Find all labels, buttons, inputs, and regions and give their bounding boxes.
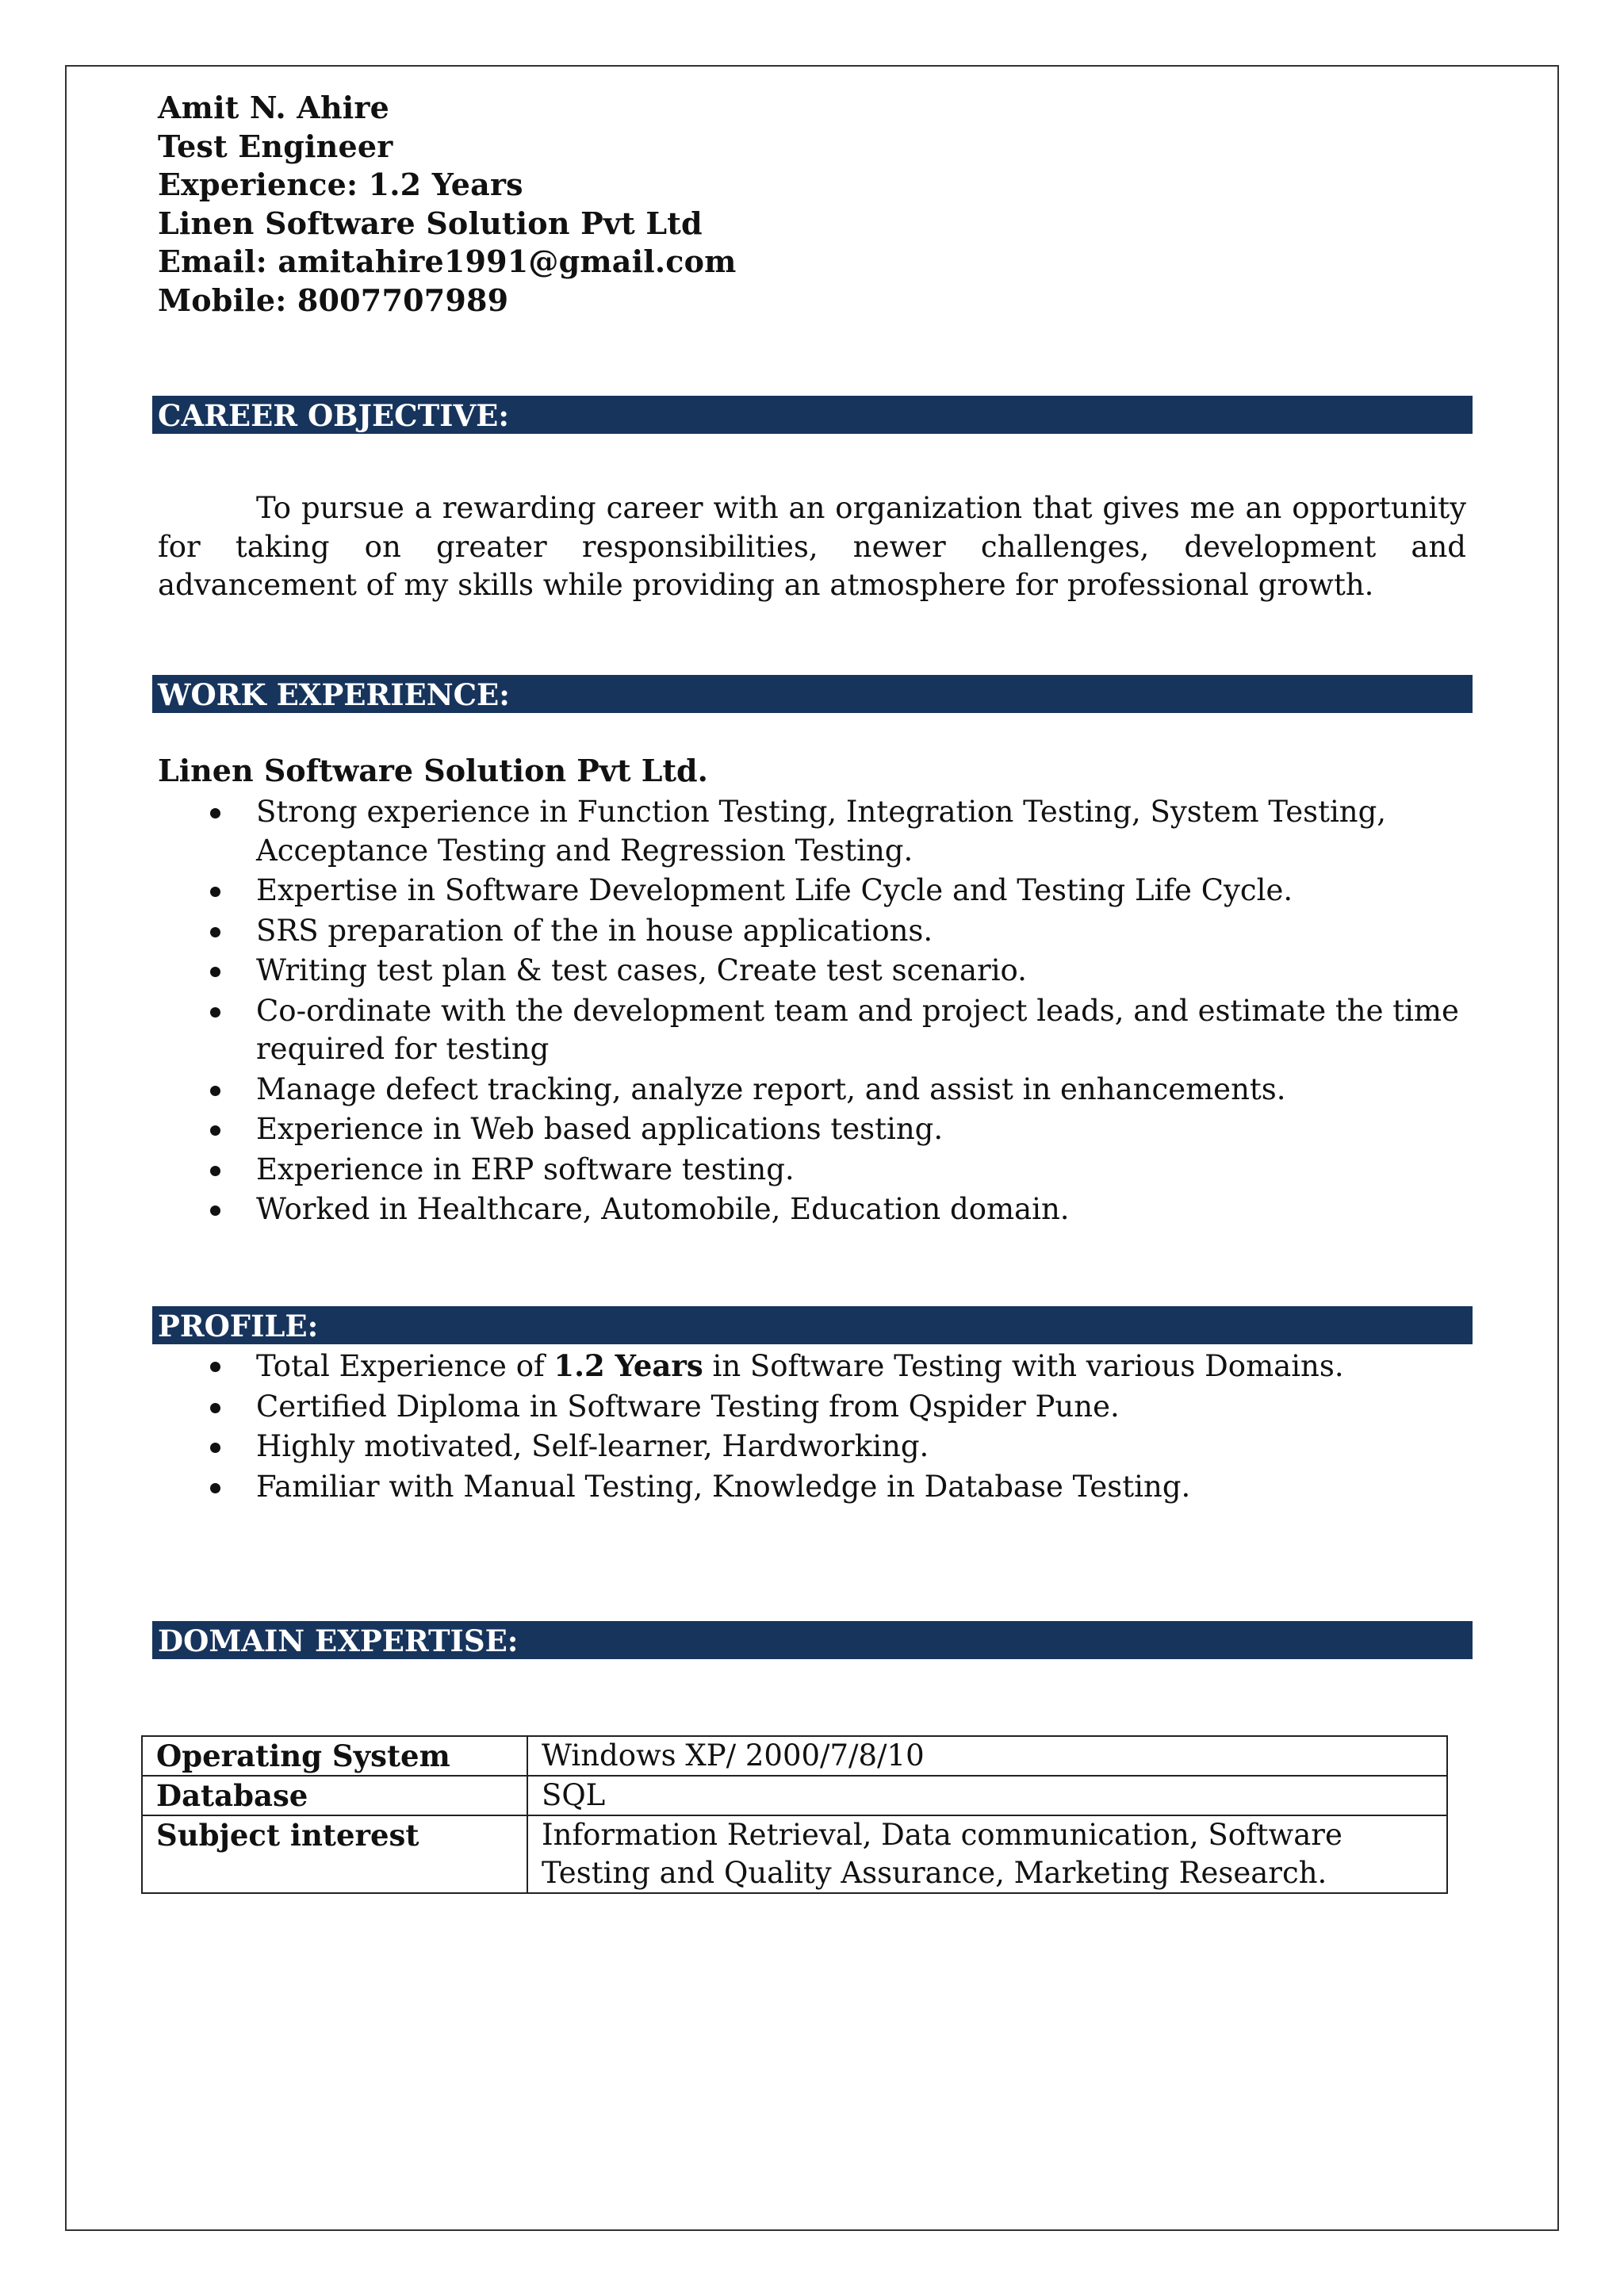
bullet-icon [210, 1205, 220, 1216]
list-item: Experience in Web based applications testing. [158, 1110, 1466, 1149]
list-item: Experience in ERP software testing. [158, 1151, 1466, 1190]
candidate-name: Amit N. Ahire [158, 90, 390, 125]
table-row [142, 1776, 1447, 1815]
list-item: Highly motivated, Self-learner, Hardworking. [158, 1428, 1466, 1466]
work-company-name: Linen Software Solution Pvt Ltd. [158, 753, 708, 788]
resume-header [158, 89, 1466, 320]
table-cell-value: SQL [527, 1776, 1447, 1815]
list-item: Co-ordinate with the development team and project leads, and estimate the time required for testing [158, 992, 1466, 1069]
list-item: Writing test plan & test cases, Create test scenario. [158, 952, 1466, 991]
table-cell-value: Information Retrieval, Data communication, Software Testing and Quality Assurance, Marketing Research. [527, 1815, 1447, 1893]
career-objective-text: To pursue a rewarding career with an organization that gives me an opportunity for taking on greater responsibilities, newer challenges, development and advancement of my skills while providing an atmosphere for professional growth. [158, 491, 1466, 602]
bullet-icon [210, 1362, 220, 1372]
work-experience-heading: WORK EXPERIENCE: [152, 675, 1473, 713]
bullet-icon [210, 887, 220, 897]
list-item: Strong experience in Function Testing, Integration Testing, System Testing, Acceptance Testing and Regression Testing. [158, 793, 1466, 870]
profile-list [158, 1347, 1466, 1508]
bullet-icon [210, 808, 220, 818]
designation: Test Engineer [158, 128, 393, 164]
experience-years-highlight: 1.2 Years [553, 1348, 703, 1383]
domain-expertise-heading: DOMAIN EXPERTISE: [152, 1621, 1473, 1659]
company-line: Linen Software Solution Pvt Ltd [158, 205, 703, 241]
list-item: SRS preparation of the in house applications. [158, 912, 1466, 951]
email-line: Email: amitahire1991@gmail.com [158, 243, 737, 279]
career-objective-heading: CAREER OBJECTIVE: [152, 396, 1473, 434]
bullet-icon [210, 967, 220, 977]
list-item: Expertise in Software Development Life Cycle and Testing Life Cycle. [158, 872, 1466, 910]
bullet-icon [210, 927, 220, 937]
work-experience-list [158, 793, 1466, 1231]
bullet-icon [210, 1403, 220, 1413]
table-cell-value: Windows XP/ 2000/7/8/10 [527, 1736, 1447, 1776]
mobile-line: Mobile: 8007707989 [158, 282, 509, 318]
list-item: Familiar with Manual Testing, Knowledge in Database Testing. [158, 1468, 1466, 1507]
table-cell-label: Subject interest [142, 1815, 527, 1893]
bullet-icon [210, 1125, 220, 1136]
table-row [142, 1736, 1447, 1776]
list-item: Worked in Healthcare, Automobile, Education domain. [158, 1190, 1466, 1229]
domain-expertise-table [141, 1735, 1448, 1894]
list-item: Certified Diploma in Software Testing from Qspider Pune. [158, 1388, 1466, 1427]
experience-line: Experience: 1.2 Years [158, 167, 523, 202]
bullet-icon [210, 1443, 220, 1453]
table-cell-label: Database [142, 1776, 527, 1815]
list-item: Total Experience of 1.2 Years in Software Testing with various Domains. [158, 1347, 1466, 1386]
table-row [142, 1815, 1447, 1893]
table-cell-label: Operating System [142, 1736, 527, 1776]
bullet-icon [210, 1483, 220, 1493]
bullet-icon [210, 1086, 220, 1096]
bullet-icon [210, 1007, 220, 1018]
profile-heading: PROFILE: [152, 1306, 1473, 1344]
bullet-icon [210, 1166, 220, 1176]
list-item: Manage defect tracking, analyze report, and assist in enhancements. [158, 1071, 1466, 1110]
